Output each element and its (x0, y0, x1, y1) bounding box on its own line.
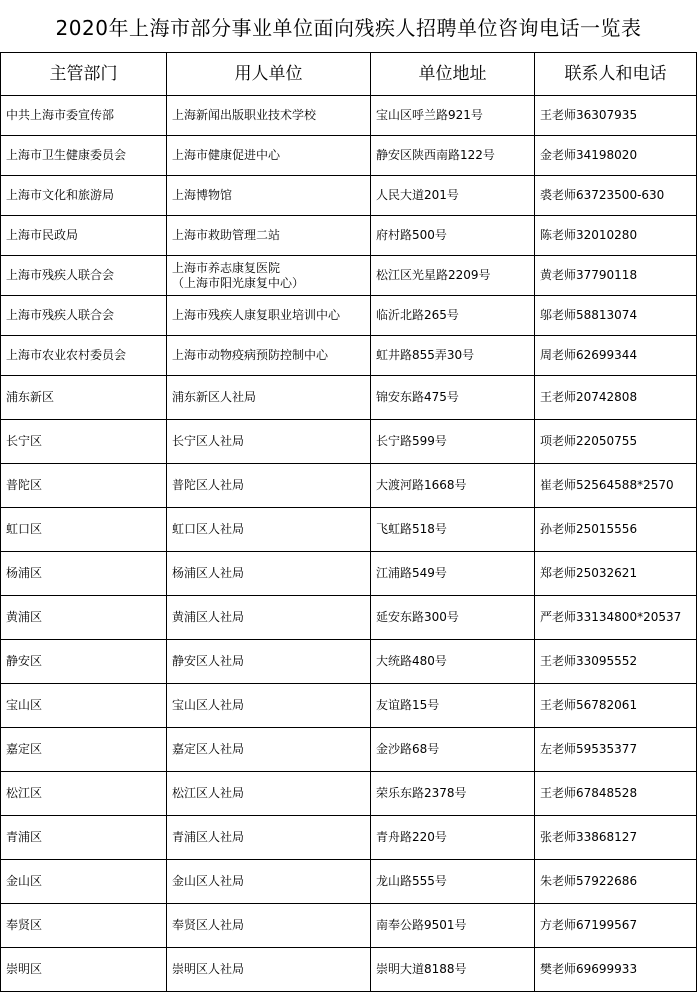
header-address: 单位地址 (371, 53, 535, 96)
cell-address: 友谊路15号 (371, 684, 535, 728)
cell-contact: 崔老师52564588*2570 (535, 464, 697, 508)
cell-dept: 宝山区 (1, 684, 167, 728)
table-row (1, 136, 697, 176)
table-row (1, 216, 697, 256)
cell-contact: 郑老师25032621 (535, 552, 697, 596)
table-row (1, 256, 697, 296)
cell-employer: 杨浦区人社局 (167, 552, 371, 596)
table-row (1, 728, 697, 772)
cell-dept: 杨浦区 (1, 552, 167, 596)
cell-address: 临沂北路265号 (371, 296, 535, 336)
cell-contact: 严老师33134800*20537 (535, 596, 697, 640)
cell-employer: 金山区人社局 (167, 860, 371, 904)
table-row (1, 640, 697, 684)
cell-address: 大统路480号 (371, 640, 535, 684)
cell-address: 锦安东路475号 (371, 376, 535, 420)
cell-address: 江浦路549号 (371, 552, 535, 596)
cell-dept: 上海市残疾人联合会 (1, 296, 167, 336)
cell-address: 长宁路599号 (371, 420, 535, 464)
cell-employer: 奉贤区人社局 (167, 904, 371, 948)
cell-employer: 上海市救助管理二站 (167, 216, 371, 256)
cell-employer: 浦东新区人社局 (167, 376, 371, 420)
header-contact: 联系人和电话 (535, 53, 697, 96)
cell-contact: 金老师34198020 (535, 136, 697, 176)
cell-address: 虹井路855弄30号 (371, 336, 535, 376)
cell-dept: 崇明区 (1, 948, 167, 992)
cell-dept: 浦东新区 (1, 376, 167, 420)
cell-employer: 崇明区人社局 (167, 948, 371, 992)
contact-table (0, 52, 697, 992)
cell-employer: 嘉定区人社局 (167, 728, 371, 772)
cell-contact: 裘老师63723500-630 (535, 176, 697, 216)
cell-dept: 上海市残疾人联合会 (1, 256, 167, 296)
document-title: 2020年上海市部分事业单位面向残疾人招聘单位咨询电话一览表 (55, 15, 642, 40)
cell-address: 荣乐东路2378号 (371, 772, 535, 816)
cell-address: 人民大道201号 (371, 176, 535, 216)
cell-contact: 朱老师57922686 (535, 860, 697, 904)
table-row (1, 552, 697, 596)
cell-dept: 虹口区 (1, 508, 167, 552)
cell-contact: 张老师33868127 (535, 816, 697, 860)
cell-contact: 黄老师37790118 (535, 256, 697, 296)
cell-contact: 王老师67848528 (535, 772, 697, 816)
cell-employer: 上海新闻出版职业技术学校 (167, 96, 371, 136)
table-row (1, 464, 697, 508)
cell-contact: 邬老师58813074 (535, 296, 697, 336)
cell-dept: 奉贤区 (1, 904, 167, 948)
cell-contact: 孙老师25015556 (535, 508, 697, 552)
table-row (1, 684, 697, 728)
cell-dept: 上海市农业农村委员会 (1, 336, 167, 376)
cell-dept: 松江区 (1, 772, 167, 816)
cell-contact: 王老师20742808 (535, 376, 697, 420)
cell-address: 飞虹路518号 (371, 508, 535, 552)
cell-address: 延安东路300号 (371, 596, 535, 640)
table-row (1, 508, 697, 552)
cell-employer: 黄浦区人社局 (167, 596, 371, 640)
cell-address: 青舟路220号 (371, 816, 535, 860)
header-dept: 主管部门 (1, 53, 167, 96)
cell-contact: 项老师22050755 (535, 420, 697, 464)
cell-dept: 上海市文化和旅游局 (1, 176, 167, 216)
cell-address: 松江区光星路2209号 (371, 256, 535, 296)
cell-dept: 金山区 (1, 860, 167, 904)
cell-address: 龙山路555号 (371, 860, 535, 904)
table-row (1, 772, 697, 816)
cell-dept: 上海市卫生健康委员会 (1, 136, 167, 176)
cell-employer: 上海市动物疫病预防控制中心 (167, 336, 371, 376)
cell-contact: 樊老师69699933 (535, 948, 697, 992)
cell-employer: 上海博物馆 (167, 176, 371, 216)
cell-contact: 王老师36307935 (535, 96, 697, 136)
cell-address: 宝山区呼兰路921号 (371, 96, 535, 136)
cell-dept: 中共上海市委宣传部 (1, 96, 167, 136)
cell-employer: 青浦区人社局 (167, 816, 371, 860)
cell-address: 南奉公路9501号 (371, 904, 535, 948)
table-row (1, 336, 697, 376)
table-row (1, 904, 697, 948)
cell-employer: 宝山区人社局 (167, 684, 371, 728)
table-row (1, 376, 697, 420)
table-row (1, 596, 697, 640)
cell-employer: 上海市养志康复医院 （上海市阳光康复中心） (167, 256, 371, 296)
table-row (1, 420, 697, 464)
cell-contact: 王老师33095552 (535, 640, 697, 684)
cell-address: 大渡河路1668号 (371, 464, 535, 508)
table-header-row (1, 53, 697, 96)
cell-dept: 青浦区 (1, 816, 167, 860)
cell-employer: 普陀区人社局 (167, 464, 371, 508)
cell-dept: 嘉定区 (1, 728, 167, 772)
cell-employer: 长宁区人社局 (167, 420, 371, 464)
cell-employer: 上海市残疾人康复职业培训中心 (167, 296, 371, 336)
header-employer: 用人单位 (167, 53, 371, 96)
table-row (1, 816, 697, 860)
table-row (1, 176, 697, 216)
table-row (1, 296, 697, 336)
cell-contact: 陈老师32010280 (535, 216, 697, 256)
cell-contact: 左老师59535377 (535, 728, 697, 772)
table-row (1, 948, 697, 992)
cell-contact: 王老师56782061 (535, 684, 697, 728)
cell-employer: 静安区人社局 (167, 640, 371, 684)
cell-dept: 普陀区 (1, 464, 167, 508)
cell-dept: 静安区 (1, 640, 167, 684)
cell-dept: 长宁区 (1, 420, 167, 464)
cell-address: 静安区陕西南路122号 (371, 136, 535, 176)
table-row (1, 860, 697, 904)
cell-employer: 上海市健康促进中心 (167, 136, 371, 176)
cell-address: 崇明大道8188号 (371, 948, 535, 992)
cell-address: 金沙路68号 (371, 728, 535, 772)
cell-dept: 黄浦区 (1, 596, 167, 640)
cell-employer: 虹口区人社局 (167, 508, 371, 552)
cell-employer: 松江区人社局 (167, 772, 371, 816)
table-row (1, 96, 697, 136)
cell-dept: 上海市民政局 (1, 216, 167, 256)
cell-address: 府村路500号 (371, 216, 535, 256)
cell-contact: 周老师62699344 (535, 336, 697, 376)
cell-contact: 方老师67199567 (535, 904, 697, 948)
